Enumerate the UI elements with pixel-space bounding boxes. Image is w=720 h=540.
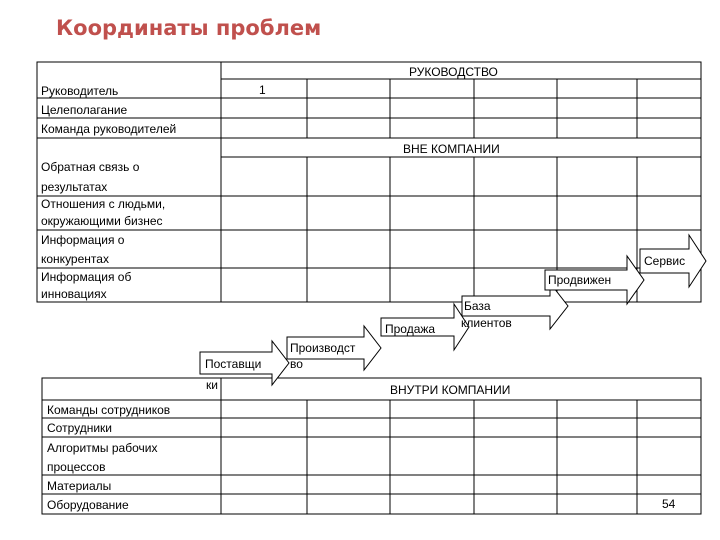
outside-row-innovation-line2: инновациях — [41, 287, 107, 301]
suppliers-label-line1: Поставщи — [205, 357, 262, 371]
slide-title: Координаты проблем — [56, 16, 322, 40]
leadership-row-manager: Руководитель — [41, 84, 119, 98]
leadership-row-goal-setting: Целеполагание — [41, 103, 128, 117]
outside-row-competitors-line2: конкурентах — [41, 252, 109, 266]
outside-row-feedback-line2: результатах — [41, 180, 108, 194]
outside-header: ВНЕ КОМПАНИИ — [403, 142, 500, 156]
suppliers-label-line2: ки — [206, 378, 218, 392]
service-label: Сервис — [644, 254, 686, 268]
client-base-label-line2: клиентов — [461, 316, 512, 330]
production-label-line2: во — [290, 357, 303, 371]
inside-row-workflows-line2: процессов — [47, 460, 106, 474]
inside-row-equipment: Оборудование — [47, 498, 129, 512]
inside-row-employee-teams: Команды сотрудников — [47, 403, 171, 417]
leadership-row-management-team: Команда руководителей — [41, 122, 177, 136]
promotion-label: Продвижен — [548, 273, 612, 287]
production-label-line1: Производст — [290, 341, 356, 355]
client-base-label-line1: База — [464, 299, 491, 313]
outside-row-innovation-line1: Информация об — [41, 270, 132, 284]
leadership-marker: 1 — [259, 83, 266, 97]
outside-row-feedback-line1: Обратная связь о — [41, 160, 140, 174]
inside-row-workflows-line1: Алгоритмы рабочих — [47, 441, 158, 455]
inside-header: ВНУТРИ КОМПАНИИ — [390, 383, 511, 397]
leadership-header: РУКОВОДСТВО — [409, 65, 498, 79]
page-number: 54 — [662, 497, 676, 511]
sales-label: Продажа — [385, 322, 436, 336]
inside-row-materials: Материалы — [47, 479, 112, 493]
inside-row-employees: Сотрудники — [47, 421, 112, 435]
outside-row-relations-line1: Отношения с людьми, — [41, 197, 166, 211]
outside-row-relations-line2: окружающими бизнес — [41, 214, 163, 228]
outside-row-competitors-line1: Информация о — [41, 233, 125, 247]
